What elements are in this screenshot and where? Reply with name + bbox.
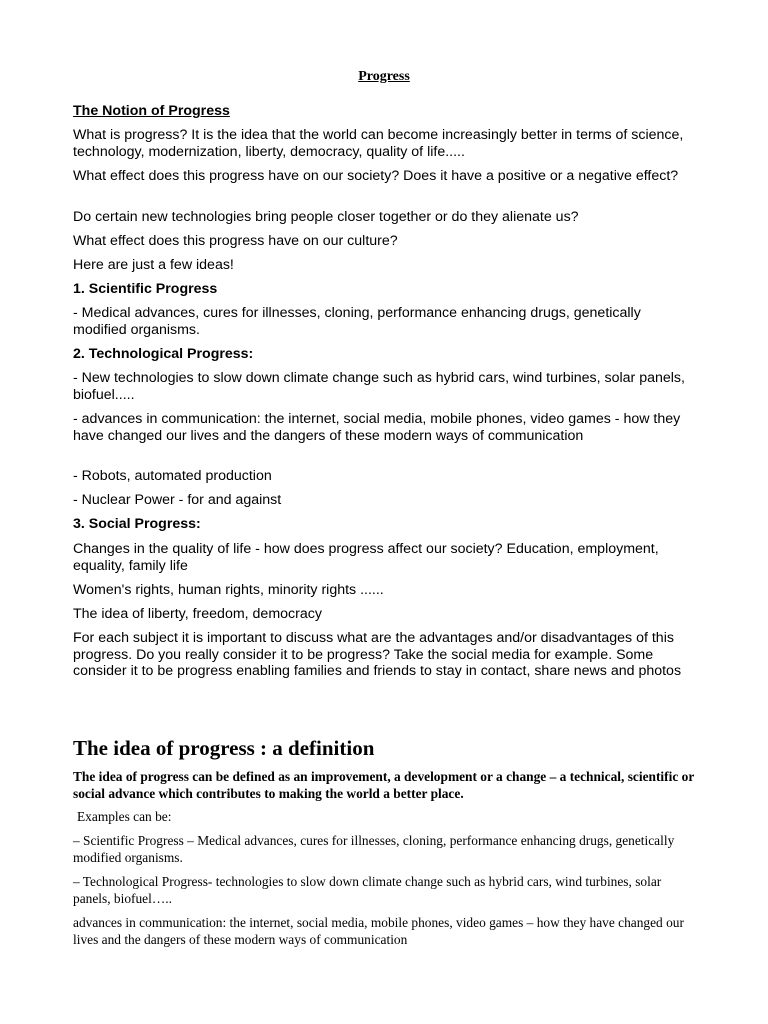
paragraph-rights: Women's rights, human rights, minority rights ......: [73, 582, 384, 598]
list-item-medical-advances: - Medical advances, cures for illnesses, cloning, performance enhancing drugs, genetically modified organisms.: [73, 305, 641, 338]
list-item-nuclear-power: - Nuclear Power - for and against: [73, 492, 282, 508]
paragraph-effect-society: What effect does this progress have on our society? Does it have a positive or a negative effect?: [73, 168, 679, 184]
paragraph-what-is-progress: What is progress? It is the idea that the world can become increasingly better in terms of science, technology, modernization, liberty, democracy, quality of life.....: [73, 127, 684, 160]
heading-technological-progress: 2. Technological Progress:: [73, 346, 254, 362]
paragraph-liberty: The idea of liberty, freedom, democracy: [73, 606, 322, 622]
paragraph-effect-culture: What effect does this progress have on our culture?: [73, 233, 398, 249]
heading-social-progress: 3. Social Progress:: [73, 516, 201, 532]
paragraph-technologies-closer: Do certain new technologies bring people closer together or do they alienate us?: [73, 209, 579, 225]
examples-intro: Examples can be:: [77, 809, 172, 824]
list-item-communication: - advances in communication: the internet, social media, mobile phones, video games - how they have changed our lives and the dangers of these modern ways of communication: [73, 411, 681, 444]
example-technological: – Technological Progress- technologies to slow down climate change such as hybrid cars, wind turbines, solar panels, biofuel…..: [73, 874, 662, 906]
example-communication: advances in communication: the internet, social media, mobile phones, video games – how they have changed our lives and the dangers of these modern ways of communication: [73, 915, 684, 947]
heading-definition: The idea of progress : a definition: [73, 736, 375, 760]
definition-text: The idea of progress can be defined as an improvement, a development or a change – a technical, scientific or social advance which contributes to making the world a better place.: [73, 769, 695, 801]
list-item-new-technologies: - New technologies to slow down climate change such as hybrid cars, wind turbines, solar panels, biofuel.....: [73, 370, 685, 403]
example-scientific: – Scientific Progress – Medical advances, cures for illnesses, cloning, performance enhancing drugs, genetically modified organisms.: [73, 833, 675, 865]
paragraph-quality-of-life: Changes in the quality of life - how does progress affect our society? Education, employment, equality, family life: [73, 541, 659, 574]
paragraph-advantages: For each subject it is important to discuss what are the advantages and/or disadvantages of this progress. Do you really consider it to be progress? Take the social media for example. Some consider it to be progress enabling families and friends to stay in contact, share news and photos: [73, 630, 682, 679]
section-heading-notion: The Notion of Progress: [73, 103, 230, 119]
paragraph-few-ideas: Here are just a few ideas!: [73, 257, 234, 273]
document-title: Progress: [358, 69, 410, 84]
heading-scientific-progress: 1. Scientific Progress: [73, 281, 218, 297]
list-item-robots: - Robots, automated production: [73, 468, 272, 484]
